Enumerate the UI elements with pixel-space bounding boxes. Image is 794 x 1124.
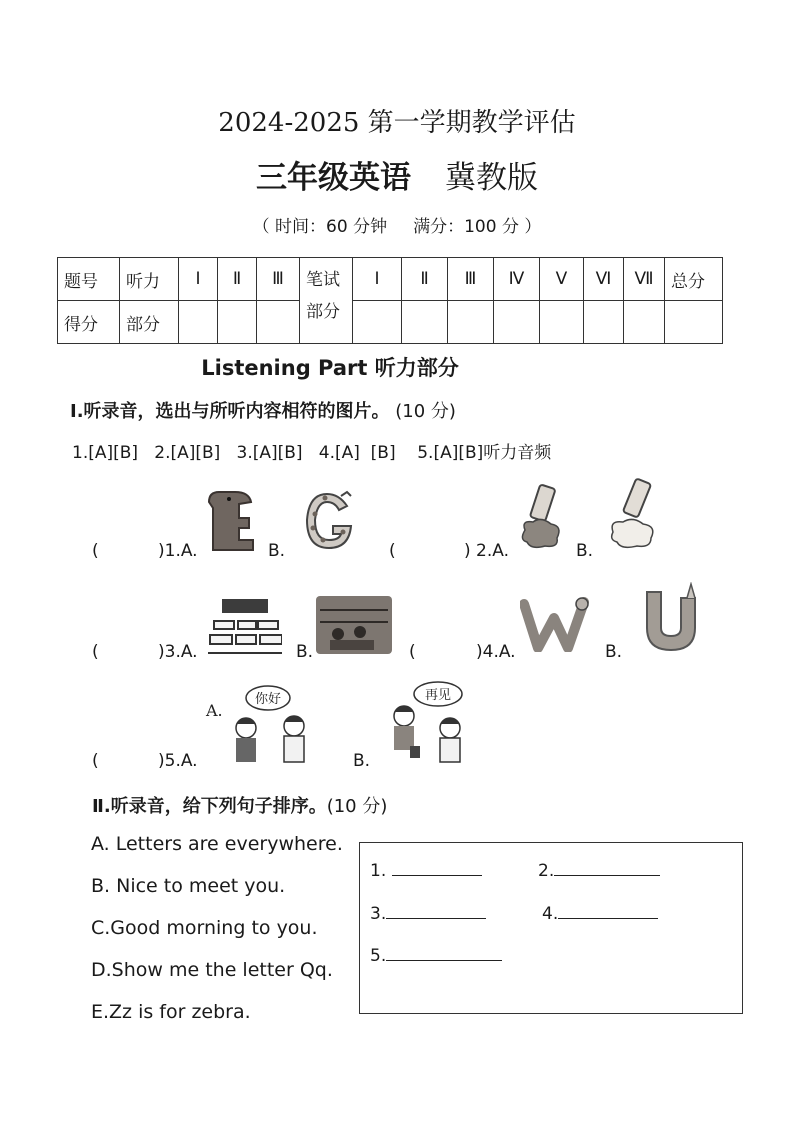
section1-title: Ⅰ.听录音，选出与所听内容相符的图片。 (10 分) — [70, 401, 456, 422]
bubble-hello-text: 你好 — [254, 692, 282, 707]
letter-e-elephant-image — [205, 488, 257, 554]
letter-u-unicorn-image — [641, 582, 701, 654]
sentence-option-c: C.Good morning to you. — [91, 917, 318, 939]
score-cell[interactable] — [584, 301, 624, 344]
letter-w-worm-image — [520, 596, 590, 652]
bubble-bye-text: 再见 — [424, 688, 452, 703]
question-2-label: ) 2.A. — [464, 541, 509, 561]
exam-meta — [0, 212, 794, 237]
listening-heading: Listening Part 听力部分 — [201, 356, 459, 380]
header-cell: Ⅱ — [402, 258, 448, 301]
picture-a-label: A. — [206, 701, 223, 720]
header-cell-total: 总分 — [665, 258, 723, 301]
question-3-label: )3.A. — [158, 642, 198, 662]
header-cell: Ⅰ — [179, 258, 218, 301]
header-cell-written: 笔试 部分 — [300, 258, 353, 344]
header-cell-question-no: 题号 — [58, 258, 120, 301]
header-cell: Ⅳ — [494, 258, 540, 301]
header-cell-listening: 听力 — [120, 258, 179, 301]
edition-label: 冀教版 — [445, 160, 538, 196]
header-cell: Ⅲ — [257, 258, 300, 301]
paren-open: ( — [389, 541, 396, 561]
header-cell: Ⅱ — [218, 258, 257, 301]
score-row-label: 得分 — [58, 301, 120, 344]
paren-open: ( — [92, 541, 99, 561]
question-4-label: )4.A. — [476, 642, 516, 662]
answer-slot-3[interactable]: 3. — [370, 902, 486, 924]
score-cell[interactable] — [179, 301, 218, 344]
score-table — [57, 257, 723, 344]
header-cell: Ⅶ — [624, 258, 665, 301]
paren-open: ( — [92, 751, 99, 771]
score-cell[interactable] — [624, 301, 665, 344]
subject-title — [0, 152, 794, 197]
header-cell: Ⅲ — [448, 258, 494, 301]
sentence-option-d: D.Show me the letter Qq. — [91, 959, 333, 981]
paren-open: ( — [409, 642, 416, 662]
score-cell[interactable] — [257, 301, 300, 344]
score-cell[interactable] — [494, 301, 540, 344]
score-cell-total[interactable] — [665, 301, 723, 344]
listening-part-label: 部分 — [120, 301, 179, 344]
paren-open: ( — [92, 642, 99, 662]
answer-slot-1[interactable]: 1. — [370, 859, 482, 881]
score-info: 满分：100 分 ） — [413, 217, 542, 237]
letter-g-giraffe-image — [303, 490, 355, 552]
answer-slot-5[interactable]: 5. — [370, 944, 502, 966]
section2-title: Ⅱ.听录音，给下列句子排序。(10 分) — [92, 796, 388, 817]
option-b-label: B. — [353, 751, 371, 771]
exam-title: 2024-2025 第一学期教学评估 — [218, 108, 576, 138]
question-1-label: )1.A. — [158, 541, 198, 561]
goodbye-greeting-image — [380, 680, 472, 764]
score-cell[interactable] — [540, 301, 584, 344]
option-b-label: B. — [296, 642, 314, 662]
time-info: （ 时间：60 分钟 — [252, 217, 388, 237]
score-cell[interactable] — [402, 301, 448, 344]
glue-tube-image-b — [605, 476, 659, 552]
answer-key-row: 1.[A][B] 2.[A][B] 3.[A][B] 4.[A] [B] 5.[A][B]听力音频 — [72, 443, 552, 463]
classroom-image — [208, 593, 282, 657]
option-b-label: B. — [268, 541, 286, 561]
option-b-label: B. — [605, 642, 623, 662]
glue-tube-image-a — [517, 482, 565, 554]
header-cell: Ⅵ — [584, 258, 624, 301]
question-5-label: )5.A. — [158, 751, 198, 771]
header-cell: Ⅴ — [540, 258, 584, 301]
library-image — [314, 594, 394, 656]
answer-slot-2[interactable]: 2. — [538, 859, 660, 881]
score-cell[interactable] — [218, 301, 257, 344]
hello-greeting-image — [202, 682, 322, 764]
score-cell[interactable] — [353, 301, 402, 344]
score-cell[interactable] — [448, 301, 494, 344]
header-cell: Ⅰ — [353, 258, 402, 301]
sentence-option-b: B. Nice to meet you. — [91, 875, 286, 897]
answer-slot-4[interactable]: 4. — [542, 902, 658, 924]
sentence-option-e: E.Zz is for zebra. — [91, 1001, 251, 1023]
grade-subject: 三年级英语 — [256, 160, 411, 196]
option-b-label: B. — [576, 541, 594, 561]
sentence-option-a: A. Letters are everywhere. — [91, 833, 343, 855]
